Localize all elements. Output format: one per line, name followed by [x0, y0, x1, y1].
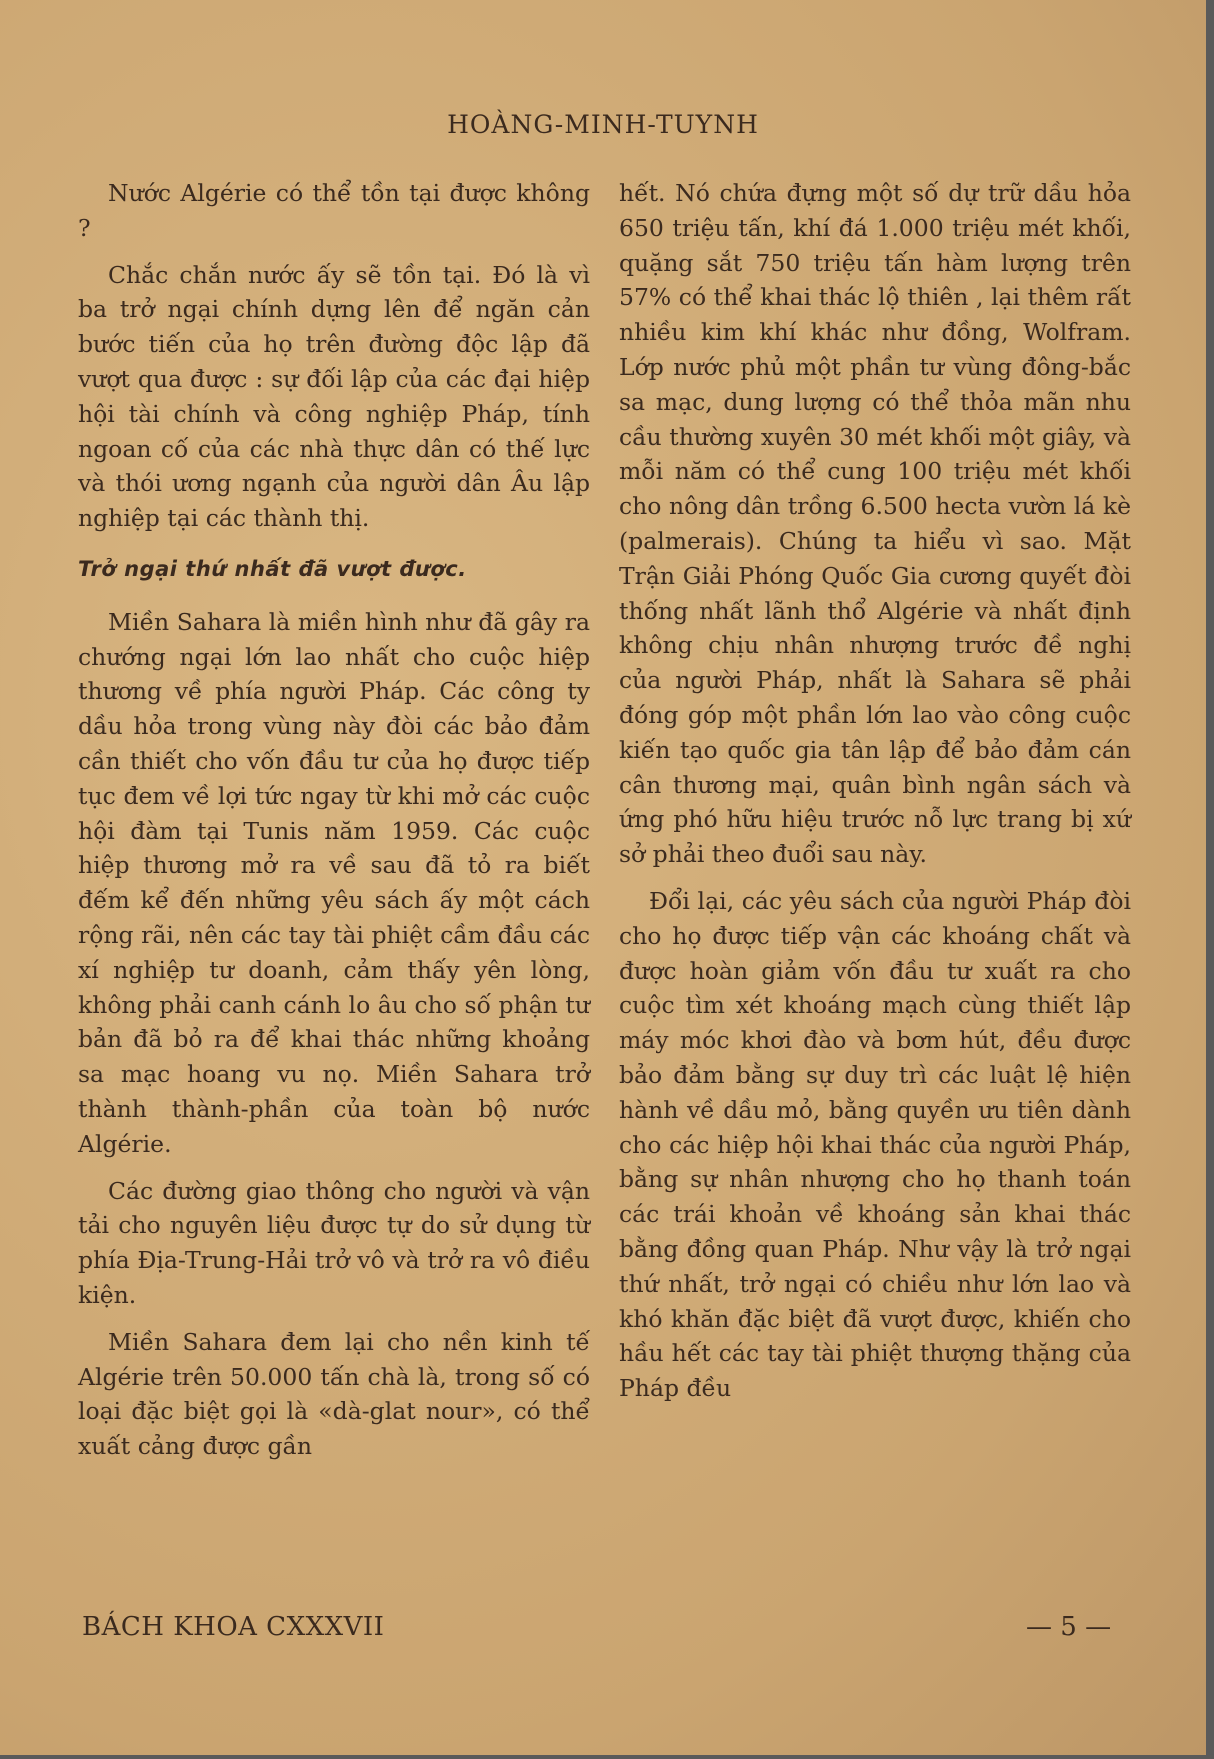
paragraph: Đổi lại, các yêu sách của người Pháp đòi cho họ được tiếp vận các khoáng chất và được hoàn giảm vốn đầu tư xuất ra cho cuộc tìm xét khoáng mạch cùng thiết lập máy móc khơi đào và bơm hút, đều được bảo đảm bằng sự duy trì các luật lệ hiện hành về dầu mỏ, bằng quyền ưu tiên dành cho các hiệp hội khai thác của người Pháp, bằng sự nhân nhượng cho họ thanh toán các trái khoản về khoáng sản khai thác bằng đồng quan Pháp. Như vậy là trở ngại thứ nhất, trở ngại có chiều như lớn lao và khó khăn đặc biệt đã vượt được, khiến cho hầu hết các tay tài phiệt thượng thặng của Pháp đều: [619, 886, 1131, 1403]
page-number: — 5 —: [1026, 1612, 1112, 1642]
paragraph: Chắc chắn nước ấy sẽ tồn tại. Đó là vì ba trở ngại chính dựng lên để ngăn cản bước tiến của họ trên đường độc lập đã vượt qua được : sự đối lập của các đại hiệp hội tài chính và công nghiệp Pháp, tính ngoan cố của các nhà thực dân có thế lực và thói ương ngạnh của người dân Âu lập nghiệp tại các thành thị.: [78, 260, 590, 533]
left-column: [78, 176, 590, 1476]
section-subheading: Trở ngại thứ nhất đã vượt được.: [78, 556, 467, 581]
running-header: HOÀNG-MINH-TUYNH: [447, 110, 759, 139]
paragraph: Nước Algérie có thể tồn tại được không ?: [78, 179, 590, 242]
right-column: [619, 176, 1131, 1418]
paragraph: Miền Sahara đem lại cho nền kinh tế Algérie trên 50.000 tấn chà là, trong số có loại đặc biệt gọi là «dà-glat nour», có thể xuất cảng được gần: [78, 1327, 590, 1461]
paragraph: Các đường giao thông cho người và vận tải cho nguyên liệu được tự do sử dụng từ phía Địa-Trung-Hải trở vô và trở ra vô điều kiện.: [78, 1176, 590, 1309]
paragraph-continued: hết. Nó chứa đựng một số dự trữ dầu hỏa 650 triệu tấn, khí đá 1.000 triệu mét khối, quặng sắt 750 triệu tấn hàm lượng trên 57% có thể khai thác lộ thiên , lại thêm rất nhiều kim khí khác như đồng, Wolfram. Lớp nước phủ một phần tư vùng đông-bắc sa mạc, dung lượng có thể thỏa mãn nhu cầu thường xuyên 30 mét khối một giây, và mỗi năm có thể cung 100 triệu mét khối cho nông dân trồng 6.500 hecta vườn lá kè (palmerais). Chúng ta hiểu vì sao. Mặt Trận Giải Phóng Quốc Gia cương quyết đòi thống nhất lãnh thổ Algérie và nhất định không chịu nhân nhượng trước đề nghị của người Pháp, nhất là Sahara sẽ phải đóng góp một phần lớn lao vào công cuộc kiến tạo quốc gia tân lập để bảo đảm cán cân thương mại, quân bình ngân sách và ứng phó hữu hiệu trước nỗ lực trang bị xứ sở phải theo đuổi sau này.: [619, 179, 1131, 869]
publication-footer: BÁCH KHOA CXXXVII: [82, 1612, 385, 1642]
paragraph: Miền Sahara là miền hình như đã gây ra chướng ngại lớn lao nhất cho cuộc hiệp thương về phía người Pháp. Các công ty dầu hỏa trong vùng này đòi các bảo đảm cần thiết cho vốn đầu tư của họ được tiếp tục đem về lợi tức ngay từ khi mở các cuộc hội đàm tại Tunis năm 1959. Các cuộc hiệp thương mở ra về sau đã tỏ ra biết đếm kể đến những yêu sách ấy một cách rộng rãi, nên các tay tài phiệt cầm đầu các xí nghiệp tư doanh, cảm thấy yên lòng, không phải canh cánh lo âu cho số phận tư bản đã bỏ ra để khai thác những khoảng sa mạc hoang vu nọ. Miền Sahara trở thành thành-phần của toàn bộ nước Algérie.: [78, 607, 590, 1158]
